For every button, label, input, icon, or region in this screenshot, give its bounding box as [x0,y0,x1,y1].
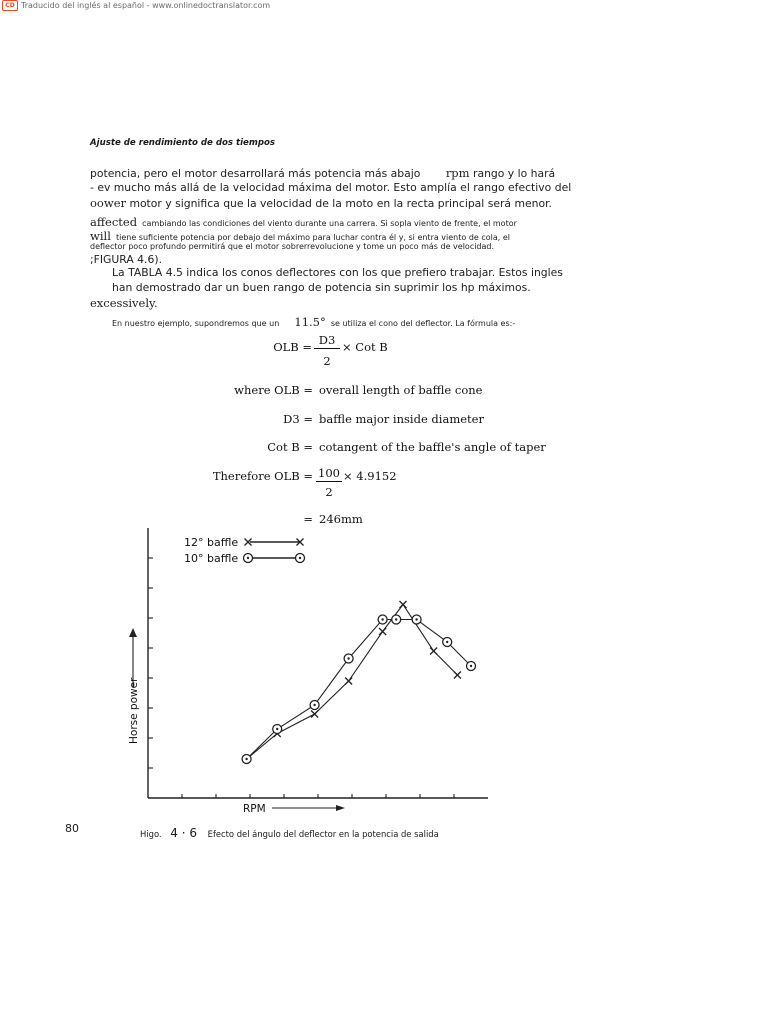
formula-therefore-numerator: 100 [316,466,342,482]
translator-logo-icon: CD [2,0,18,11]
figure-caption-number: 4 · 6 [170,826,197,840]
figure-caption-text: Efecto del ángulo del deflector en la potencia de salida [207,829,439,839]
translator-banner-text: Traducido del inglés al español - www.onlinedoctranslator.com [21,1,271,10]
body-line: oower motor y significa que la velocidad de la moto en la recta principal será menor. [90,196,552,210]
formula-result-lhs: = [303,512,313,526]
formula-where-rhs: overall length of baffle cone [319,383,483,397]
y-axis-label: Horse power [128,677,140,744]
body-line: will tiene suficiente potencia por debajo del máximo para luchar contra él y, si entra viento de cola, el [90,229,511,243]
data-point-circle [443,638,452,647]
legend-label: 10° baffle [184,552,239,565]
data-point-x [454,672,461,679]
data-point-x [430,648,437,655]
body-line: La TABLA 4.5 indica los conos deflectores con los que prefiero trabajar. Estos ingles [112,266,563,279]
data-point-x [345,678,352,685]
series-line-x [247,605,458,760]
body-line: ;FIGURA 4.6). [90,253,162,266]
x-axis-arrow-head [336,805,345,811]
formula-result-rhs: 246mm [319,512,363,526]
data-point-circle [242,755,251,764]
formula-d3-lhs: D3 = [283,412,313,426]
legend-marker-start [244,554,253,563]
page-number: 80 [65,822,79,835]
body-line: excessively. [90,296,158,310]
data-point-circle [412,615,421,624]
data-point-circle [467,662,476,671]
body-line: - ev mucho más allá de la velocidad máxima del motor. Esto amplía el rango efectivo del [90,181,572,194]
data-point-circle [310,701,319,710]
body-line: En nuestro ejemplo, supondremos que un 11.5° se utiliza el cono del deflector. La fórmula es:- [112,315,516,329]
data-point-circle [344,654,353,663]
formula-olb-lhs: OLB = [273,340,312,354]
formula-therefore-lhs: Therefore OLB = [212,469,313,483]
data-point-circle [392,615,401,624]
formula-cot-rhs: cotangent of the baffle's angle of taper [319,440,546,454]
figure-caption [140,826,439,840]
legend-marker-end [296,554,305,563]
formula-therefore-denominator: 2 [325,485,333,499]
formula-olb-rhs: × Cot B [342,340,388,354]
legend-label: 12° baffle [184,536,239,549]
data-point-x [400,601,407,608]
body-line: affected cambiando las condiciones del viento durante una carrera. Si sopla viento de frente, el motor [90,215,517,229]
y-axis-arrow-head [129,628,137,637]
formula-therefore-rhs: × 4.9152 [343,469,397,483]
x-axis-label: RPM [243,803,266,815]
data-point-circle [273,725,282,734]
formula-olb-denominator: 2 [323,354,331,368]
running-header: Ajuste de rendimiento de dos tiempos [90,138,276,148]
data-point-x [311,711,318,718]
body-line: deflector poco profundo permitirá que el motor sobrerrevolucione y tome un poco más de velocidad. [90,242,495,251]
body-line: han demostrado dar un buen rango de potencia sin suprimir los hp máximos. [112,281,531,294]
body-line: potencia, pero el motor desarrollará más potencia más abajo rpm rango y lo hará [90,166,556,180]
data-point-x [379,628,386,635]
formula-olb-numerator: D3 [314,333,340,349]
data-point-circle [378,615,387,624]
formula-where-lhs: where OLB = [234,383,313,397]
formula-cot-lhs: Cot B = [267,440,313,454]
figure-caption-label: Higo. [140,829,162,839]
formula-d3-rhs: baffle major inside diameter [319,412,484,426]
series-line-circle [247,620,471,760]
